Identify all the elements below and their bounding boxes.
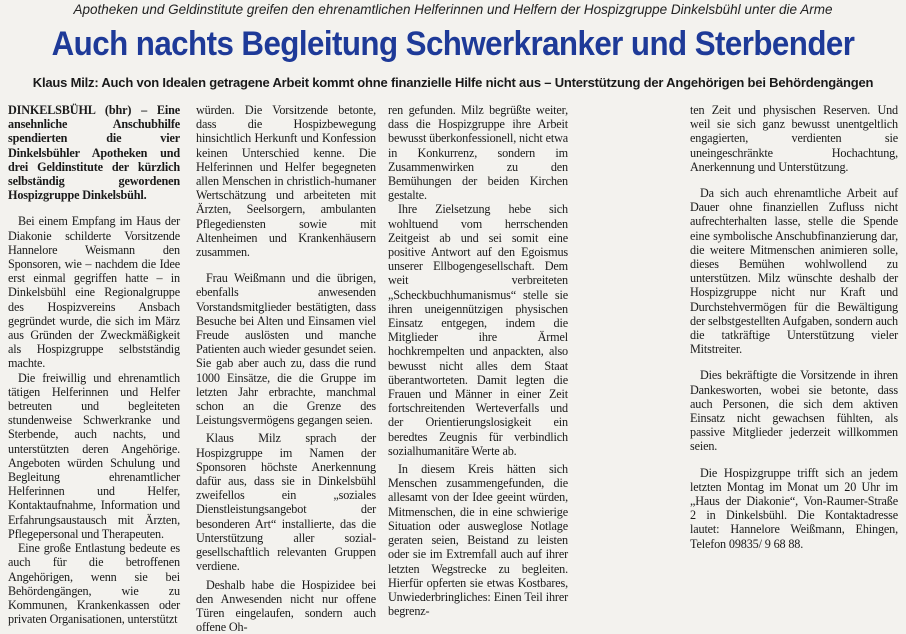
article-lead-paragraph: DINKELSBÜHL (bhr) – Eine ansehnliche Anschubhilfe spendierten die vier Dinkelsbühler Apotheken und drei Geldinstitute der kürzlich selbständig gewordenen Hospizgruppe Dinkelsbühl.	[8, 103, 180, 202]
article-column-2	[196, 103, 376, 493]
article-paragraph: Da sich auch ehrenamtliche Arbeit auf Dauer ohne finanziellen Zufluss nicht aufrechterhalten lasse, stelle die Spende eine symbolische Anschubfinanzierung dar, die weitere Mitmenschen animieren solle, dieses Bemühen wohlwollend zu unterstützen. Milz wünschte deshalb der Hospizgruppe nicht nur Kraft und Durchstehvermögen für die Bewältigung der selbstgestellten Aufgaben, sondern auch die tatkräftige Unterstützung vieler Mitstreiter.	[690, 186, 898, 356]
article-column-1	[8, 103, 180, 493]
article-paragraph: Frau Weißmann und die übrigen, ebenfalls anwesenden Vorstandsmitglieder bestätigten, dass Besuche bei Alten und Einsamen viel Freude auslösten und manche Patienten auch wieder gesundet seien. Sie gab aber auch zu, dass die rund 1000 Einsätze, die die Gruppe im letzten Jahr erbrachte, manchmal schon an die Grenze des Leistungsvermögens gegangen seien.	[196, 271, 376, 427]
article-paragraph: In diesem Kreis hätten sich Menschen zusammengefunden, die allesamt von der Idee geeint würden, Mitmenschen, die in eine schwierige Situation oder ausweglose Notlage geraten seien, Beistand zu leisten oder sie im Extremfall auch auf ihrer letzten Wegstrecke zu begleiten. Hierfür opferten sie etwas Kostbares, Unwiederbringliches: Einen Teil ihrer begrenz-	[388, 462, 568, 618]
article-paragraph: Dies bekräftigte die Vorsitzende in ihren Dankesworten, wobei sie betonte, dass auch Personen, die sich dem aktiven Einsatz nicht gewachsen fühlten, als passive Mitglieder jederzeit willkommen seien.	[690, 368, 898, 453]
article-column-4	[690, 103, 898, 493]
article-paragraph: würden. Die Vorsitzende betonte, dass die Hospizbewegung hinsichtlich Herkunft und Konfession keinen Unterschied kenne. Die Helferinnen und Helfer begegneten allen Menschen in christlich-humaner Wertschätzung und arbeiteten mit Ärzten, Seelsorgern, ambulanten Pflegediensten sowie mit Altenheimen und Krankenhäusern zusammen.	[196, 103, 376, 259]
article-paragraph: ren gefunden. Milz begrüßte weiter, dass die Hospizgruppe ihre Arbeit bewusst überkonfessionell, nicht etwa in Konkurrenz, sondern im Zusammenwirken zu den Bemühungen der beiden Kirchen gestalte.	[388, 103, 568, 202]
article-paragraph: Bei einem Empfang im Haus der Diakonie schilderte Vorsitzende Hannelore Weismann den Sponsoren, wie – nachdem die Idee erst einmal gegriffen hatte – in Dinkelsbühl eine Regionalgruppe des Hospizvereins Ansbach gegründet wurde, die sich im März aus Gründen der Zweckmäßigkeit als Hospizgruppe selbstständig machte.	[8, 214, 180, 370]
article-paragraph: Klaus Milz sprach der Hospizgruppe im Namen der Sponsoren höchste Anerkennung dafür aus, dass sie in Dinkelsbühl zweifellos ein „soziales Dienstleistungsangebot der besonderen Art“ installierte, das die Unterstützung aller sozial-gesellschaftlich relevanten Gruppen verdiene.	[196, 431, 376, 573]
article-paragraph: ten Zeit und physischen Reserven. Und weil sie sich ganz bewusst unentgeltlich engagierten, verdienten sie uneingeschränkte Hochachtung, Anerkennung und Unterstützung.	[690, 103, 898, 174]
article-subhead: Klaus Milz: Auch von Idealen getragene Arbeit kommt ohne finanzielle Hilfe nicht aus – Unterstützung der Angehörigen bei Behördengängen	[0, 75, 906, 90]
article-headline: Auch nachts Begleitung Schwerkranker und Sterbender	[36, 22, 870, 66]
article-paragraph: Ihre Zielsetzung hebe sich wohltuend vom herrschenden Zeitgeist ab und sei somit eine positive Antwort auf den Egoismus unserer Ellbogengesellschaft. Dem weit verbreiteten „Scheckbuchhumanismus“ stelle sie ihren uneigennützigen physischen Einsatz entgegen, indem die Mitglieder ihre Ärmel hochkrempelten und anpackten, also bewusst nicht alles dem Staat überantworteten. Damit legten die Frauen und Männer in einer Zeit fortschreitenden Werteverfalls und der Orientierungslosigkeit ein beredtes Zeugnis für verbindlich sozialhumanitäre Werte ab.	[388, 202, 568, 458]
article-paragraph: Deshalb habe die Hospizidee bei den Anwesenden nicht nur offene Türen eingelaufen, sondern auch offene Oh-	[196, 578, 376, 634]
article-paragraph: Die freiwillig und ehrenamtlich tätigen Helferinnen und Helfer betreuten und begleiteten stundenweise Schwerkranke und Sterbende, auch nachts, und unterstützten deren Angehörige. Angeboten würden Schulung und Begleitung ehrenamtlicher Helferinnen und Helfer, Kontaktaufnahme, Information und Erfahrungsaustausch mit Ärzten, Pflegepersonal und Therapeuten.	[8, 371, 180, 541]
article-paragraph: Die Hospizgruppe trifft sich an jedem letzten Montag im Monat um 20 Uhr im „Haus der Diakonie“, Von-Raumer-Straße 2 in Dinkelsbühl. Die Kontaktadresse lautet: Hannelore Weißmann, Ehingen, Telefon 09835/ 9 68 88.	[690, 466, 898, 551]
article-paragraph: Eine große Entlastung bedeute es auch für die betroffenen Angehörigen, wenn sie bei Behördengängen, wie zu Kommunen, Krankenkassen oder privaten Organisationen, unterstützt	[8, 541, 180, 626]
article-column-3	[388, 103, 568, 493]
article-kicker: Apotheken und Geldinstitute greifen den ehrenamtlichen Helferinnen und Helfern der Hospizgruppe Dinkelsbühl unter die Arme	[0, 2, 906, 17]
